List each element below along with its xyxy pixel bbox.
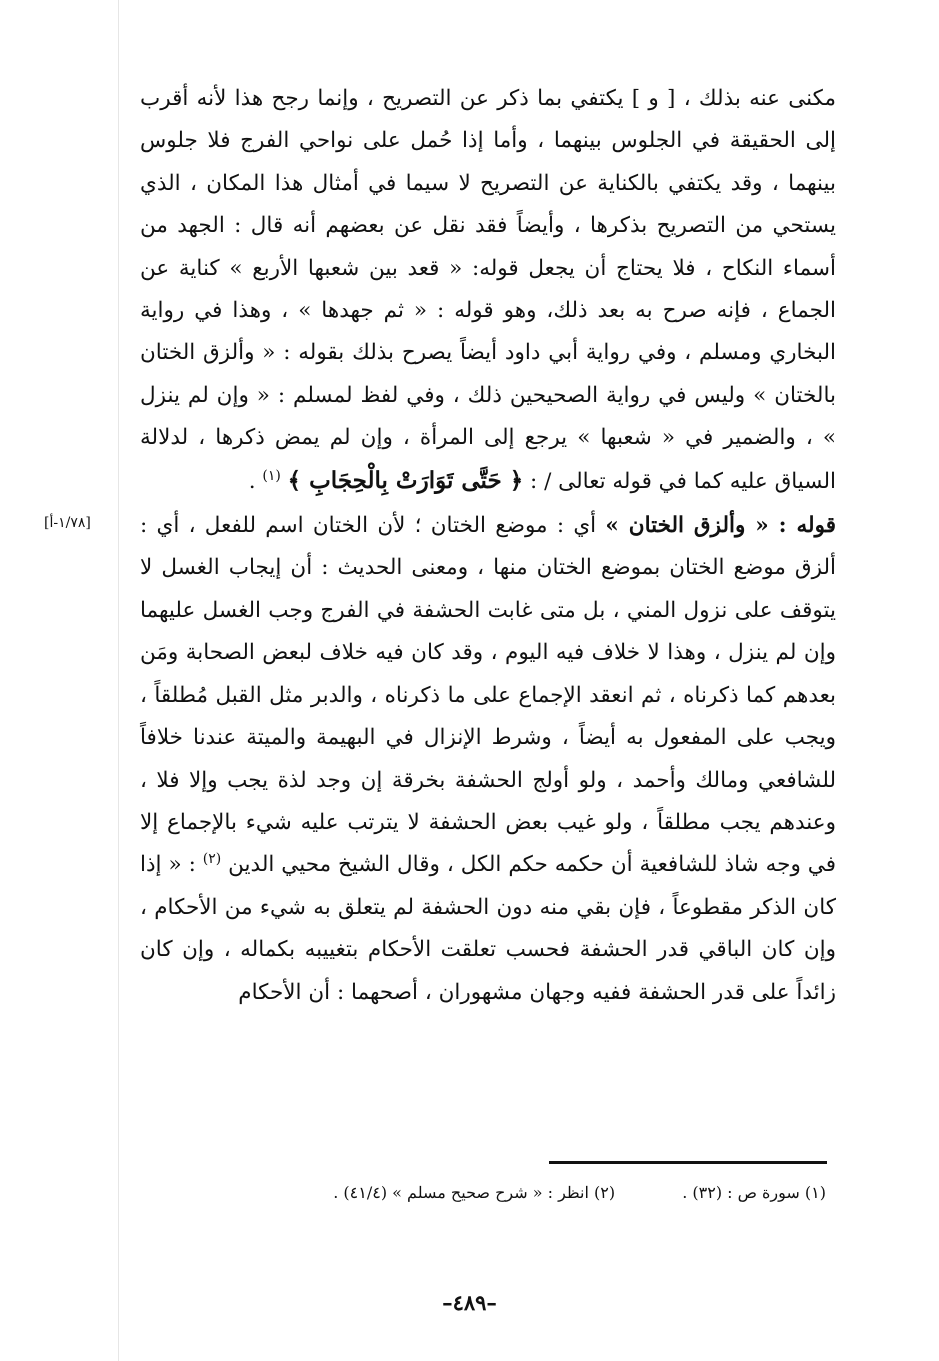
commentary-lemma: قوله : « وألزق الختان » xyxy=(605,513,836,539)
paragraph-1-text: مكنى عنه بذلك ، [ و ] يكتفي بما ذكر عن التصريح ، وإنما رجح هذا لأنه أقرب إلى الحقيقة في الجلوس بينهما ، وأما إذا حُمل على نواحي الفرج فلا جلوس بينهما ، وقد يكتفي بالكناية عن التصريح لا سيما في أمثال هذا المكان ، الذي يستحي من التصريح بذكرها ، وأيضاً فقد نقل عن بعضهم أنه قال : الجهد من أسماء النكاح ، فلا يحتاج أن يجعل قوله: « قعد بين شعبها الأربع » كناية عن الجماع ، فإنه صرح به بعد ذلك، وهو قوله : « ثم جهدها » ، وهذا في رواية البخاري ومسلم ، وفي رواية أبي داود أيضاً يصرح بذلك بقوله : « وألزق الختان بالختان » وليس في رواية الصحيحين ذلك ، وفي لفظ لمسلم : « وإن لم ينزل » ، والضمير في « شعبها » يرجع إلى المرأة ، وإن لم يمض ذكرها ، لدلالة السياق عليه كما في قوله تعالى / : xyxy=(140,86,836,494)
footnote-1: (١) سورة ص : (٣٢) . xyxy=(682,1183,826,1202)
paragraph-2-text-cont: : « إذا كان الذكر مقطوعاً ، فإن بقي منه دون الحشفة لم يتعلق به شيء من الأحكام ، وإن كان الباقي قدر الحشفة فحسب تعلقت الأحكام بتغييبه بكماله ، وإن كان زائداً على قدر الحشفة ففيه وجهان مشهوران ، أصحهما : أن الأحكام xyxy=(140,852,836,1005)
footnote-ref-2: (٢) xyxy=(202,851,222,868)
footnote-separator xyxy=(549,1161,827,1164)
paragraph-2 xyxy=(140,505,836,1014)
paragraph-1-end: . xyxy=(248,468,263,494)
paragraph-2-text: أي : موضع الختان ؛ لأن الختان اسم للفعل ، أي : ألزق موضع الختان بموضع الختان منها ، ومعنى الحديث : أن إيجاب الغسل لا يتوقف على نزول المني ، بل متى غابت الحشفة في الفرج وجب الغسل عليهما وإن لم ينزل ، وهذا لا خلاف فيه اليوم ، وقد كان فيه خلاف لبعض الصحابة ومَن بعدهم كما ذكرناه ، ثم انعقد الإجماع على ما ذكرناه ، والدبر مثل القبل مُطلقاً ، ويجب على المفعول به أيضاً ، وشرط الإنزال في البهيمة والميتة عندنا خلافاً للشافعي ومالك وأحمد ، ولو أولج الحشفة بخرقة إن وجد لذة يجب وإلا فلا ، وعندهم يجب مطلقاً ، ولو غيب بعض الحشفة لا يترتب عليه شيء بالإجماع إلا في وجه شاذ للشافعية أن حكمه حكم الكل ، وقال الشيخ محيي الدين xyxy=(140,513,836,878)
manuscript-folio-ref: [١/٧٨-أ] xyxy=(44,515,91,531)
page-number: –٤٨٩– xyxy=(442,1290,497,1315)
main-text xyxy=(140,78,836,1014)
footnote-ref-1: (١) xyxy=(262,467,281,484)
page-edge-line xyxy=(118,0,119,1361)
footnotes xyxy=(160,1180,826,1206)
quran-verse: ﴿ حَتَّى تَوَارَتْ بِالْحِجَابِ ﴾ xyxy=(287,466,524,494)
footnote-2: (٢) انظر : « شرح صحيح مسلم » (٤١/٤) . xyxy=(333,1183,616,1202)
paragraph-1 xyxy=(140,78,836,503)
